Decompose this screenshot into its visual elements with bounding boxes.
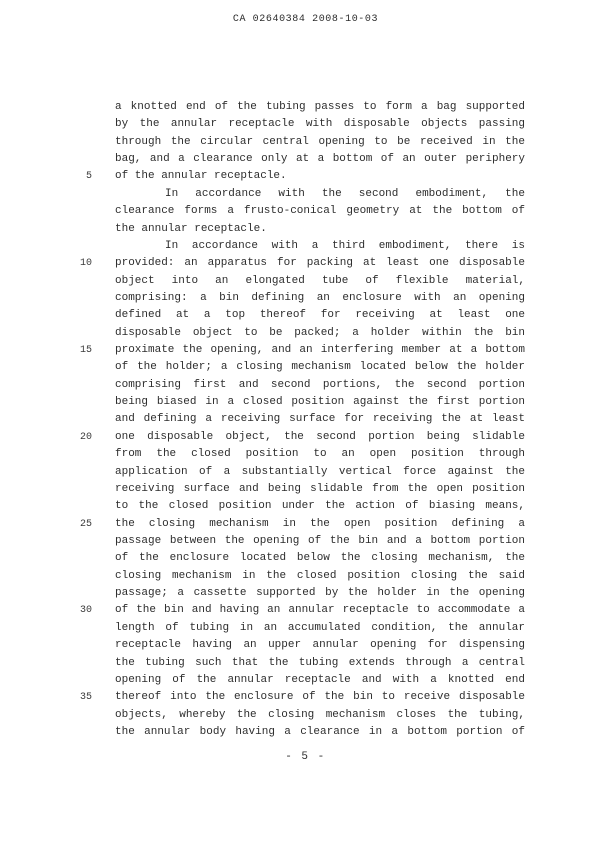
text-line — [0, 568, 611, 585]
line-text: the annular body having a clearance in a bottom portion of — [115, 725, 525, 738]
text-line — [0, 255, 611, 272]
line-text: opening of the annular receptacle and with a knotted end — [115, 673, 525, 686]
text-line — [0, 186, 611, 203]
line-text: of the enclosure located below the closing mechanism, the — [115, 552, 525, 565]
line-text: through the circular central opening to be received in the — [115, 135, 525, 148]
line-text: of the annular receptacle. — [115, 170, 287, 183]
text-line — [0, 655, 611, 672]
line-number: 5 — [85, 171, 92, 183]
text-line — [0, 168, 611, 185]
text-line — [0, 116, 611, 133]
line-text: receptacle having an upper annular opening for dispensing — [115, 639, 525, 652]
line-text: thereof into the enclosure of the bin to receive disposable — [115, 691, 525, 704]
text-line — [0, 411, 611, 428]
line-text: of the holder; a closing mechanism located below the holder — [115, 361, 525, 374]
text-line — [0, 342, 611, 359]
line-text: closing mechanism in the closed position closing the said — [115, 569, 525, 582]
line-text: application of a substantially vertical force against the — [115, 465, 525, 478]
line-text: proximate the opening, and an interfering member at a bottom — [115, 344, 525, 357]
text-line — [0, 464, 611, 481]
document-id-header: CA 02640384 2008-10-03 — [232, 14, 379, 25]
text-line — [0, 672, 611, 689]
line-text: the tubing such that the tubing extends through a central — [115, 656, 525, 669]
text-line — [0, 637, 611, 654]
line-text: by the annular receptacle with disposable objects passing — [115, 118, 525, 131]
text-line — [0, 290, 611, 307]
line-text: the closing mechanism in the open position defining a — [115, 517, 525, 530]
text-line — [0, 498, 611, 515]
text-line — [0, 307, 611, 324]
text-body — [0, 99, 611, 741]
line-text: receiving surface and being slidable from the open position — [115, 482, 525, 495]
line-text: comprising first and second portions, the second portion — [115, 378, 525, 391]
line-text: from the closed position to an open position through — [115, 448, 525, 461]
line-text: comprising: a bin defining an enclosure with an opening — [115, 291, 525, 304]
text-line — [0, 151, 611, 168]
text-line — [0, 602, 611, 619]
text-line — [0, 134, 611, 151]
text-line — [0, 325, 611, 342]
line-text: provided: an apparatus for packing at least one disposable — [115, 257, 525, 270]
text-line — [0, 429, 611, 446]
text-line — [0, 724, 611, 741]
line-text: bag, and a clearance only at a bottom of an outer periphery — [115, 153, 525, 166]
text-line — [0, 203, 611, 220]
line-number: 20 — [79, 431, 92, 443]
text-line — [0, 481, 611, 498]
line-text: defined at a top thereof for receiving at least one — [115, 309, 525, 322]
line-text: object into an elongated tube of flexible material, — [115, 274, 525, 287]
line-text: In accordance with a third embodiment, there is — [165, 239, 525, 252]
text-line — [0, 221, 611, 238]
line-number: 15 — [79, 345, 92, 357]
line-text: the annular receptacle. — [115, 222, 267, 235]
line-text: and defining a receiving surface for receiving the at least — [115, 413, 525, 426]
text-line — [0, 689, 611, 706]
line-text: to the closed position under the action of biasing means, — [115, 500, 525, 513]
text-line — [0, 273, 611, 290]
text-line — [0, 707, 611, 724]
line-number: 25 — [79, 518, 92, 530]
page-number: - 5 - — [285, 751, 326, 763]
text-line — [0, 620, 611, 637]
line-number: 30 — [79, 605, 92, 617]
text-line — [0, 550, 611, 567]
line-text: of the bin and having an annular receptacle to accommodate a — [115, 604, 525, 617]
line-text: objects, whereby the closing mechanism closes the tubing, — [115, 708, 525, 721]
line-number: 10 — [79, 258, 92, 270]
line-text: disposable object to be packed; a holder within the bin — [115, 326, 525, 339]
line-text: one disposable object, the second portion being slidable — [115, 430, 525, 443]
text-line — [0, 377, 611, 394]
text-line — [0, 99, 611, 116]
line-text: length of tubing in an accumulated condition, the annular — [115, 621, 525, 634]
line-text: passage between the opening of the bin and a bottom portion — [115, 534, 525, 547]
line-text: clearance forms a frusto-conical geometry at the bottom of — [115, 205, 525, 218]
line-text: being biased in a closed position against the first portion — [115, 396, 525, 409]
line-text: a knotted end of the tubing passes to form a bag supported — [115, 101, 525, 113]
text-line — [0, 394, 611, 411]
text-line — [0, 359, 611, 376]
line-text: passage; a cassette supported by the holder in the opening — [115, 587, 525, 600]
text-line — [0, 585, 611, 602]
text-line — [0, 238, 611, 255]
line-text: In accordance with the second embodiment, the — [165, 187, 525, 200]
text-line — [0, 533, 611, 550]
text-line — [0, 446, 611, 463]
line-number: 35 — [79, 692, 92, 704]
text-line — [0, 516, 611, 533]
